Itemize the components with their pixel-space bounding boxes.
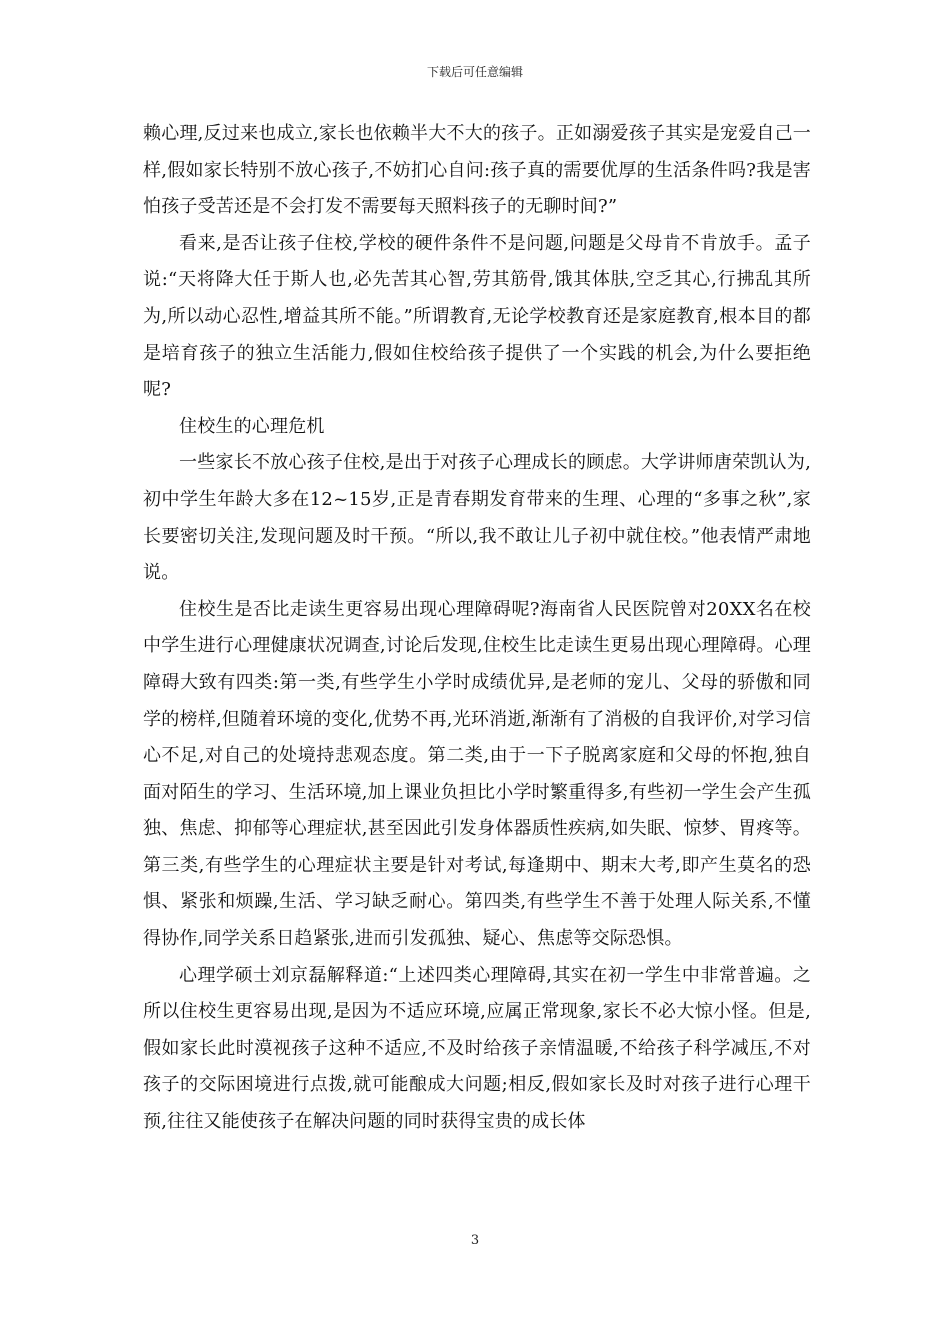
paragraph-5: 心理学硕士刘京磊解释道:“上述四类心理障碍,其实在初一学生中非常普遍。之所以住校生更容易出现,是因为不适应环境,应属正常现象,家长不必大惊小怪。但是,假如家长此时漠视孩子这种不适应,不及时给孩子亲情温暖,不给孩子科学减压,不对孩子的交际困境进行点拨,就可能酿成大问题;相反,假如家长及时对孩子进行心理干预,往往又能使孩子在解决问题的同时获得宝贵的成长体 <box>143 964 811 1133</box>
paragraph-3: 一些家长不放心孩子住校,是出于对孩子心理成长的顾虑。大学讲师唐荣凯认为,初中学生年龄大多在12~15岁,正是青春期发育带来的生理、心理的“多事之秋”,家长要密切关注,发现问题及时干预。“所以,我不敢让儿子初中就住校。”他表情严肃地说。 <box>143 452 811 584</box>
page-number: 3 <box>470 1233 480 1248</box>
page-header: 下载后可任意编辑 <box>426 65 523 79</box>
section-heading: 住校生的心理危机 <box>179 415 325 437</box>
document-body <box>143 116 811 1141</box>
paragraph-2: 看来,是否让孩子住校,学校的硬件条件不是问题,问题是父母肯不肯放手。孟子说:“天将降大任于斯人也,必先苦其心智,劳其筋骨,饿其体肤,空乏其心,行拂乱其所为,所以动心忍性,增益其所不能。”所谓教育,无论学校教育还是家庭教育,根本目的都是培育孩子的独立生活能力,假如住校给孩子提供了一个实践的机会,为什么要拒绝呢? <box>143 232 811 401</box>
paragraph-4: 住校生是否比走读生更容易出现心理障碍呢?海南省人民医院曾对20XX名在校中学生进行心理健康状况调查,讨论后发现,住校生比走读生更易出现心理障碍。心理障碍大致有四类:第一类,有些学生小学时成绩优异,是老师的宠儿、父母的骄傲和同学的榜样,但随着环境的变化,优势不再,光环消逝,渐渐有了消极的自我评价,对学习信心不足,对自己的处境持悲观态度。第二类,由于一下子脱离家庭和父母的怀抱,独自面对陌生的学习、生活环境,加上课业负担比小学时繁重得多,有些初一学生会产生孤独、焦虑、抑郁等心理症状,甚至因此引发身体器质性疾病,如失眠、惊梦、胃疼等。第三类,有些学生的心理症状主要是针对考试,每逢期中、期末大考,即产生莫名的恐惧、紧张和烦躁,生活、学习缺乏耐心。第四类,有些学生不善于处理人际关系,不懂得协作,同学关系日趋紧张,进而引发孤独、疑心、焦虑等交际恐惧。 <box>143 598 811 950</box>
paragraph-1: 赖心理,反过来也成立,家长也依赖半大不大的孩子。正如溺爱孩子其实是宠爱自己一样,假如家长特别不放心孩子,不妨扪心自问:孩子真的需要优厚的生活条件吗?我是害怕孩子受苦还是不会打发不需要每天照料孩子的无聊时间?” <box>143 123 811 218</box>
